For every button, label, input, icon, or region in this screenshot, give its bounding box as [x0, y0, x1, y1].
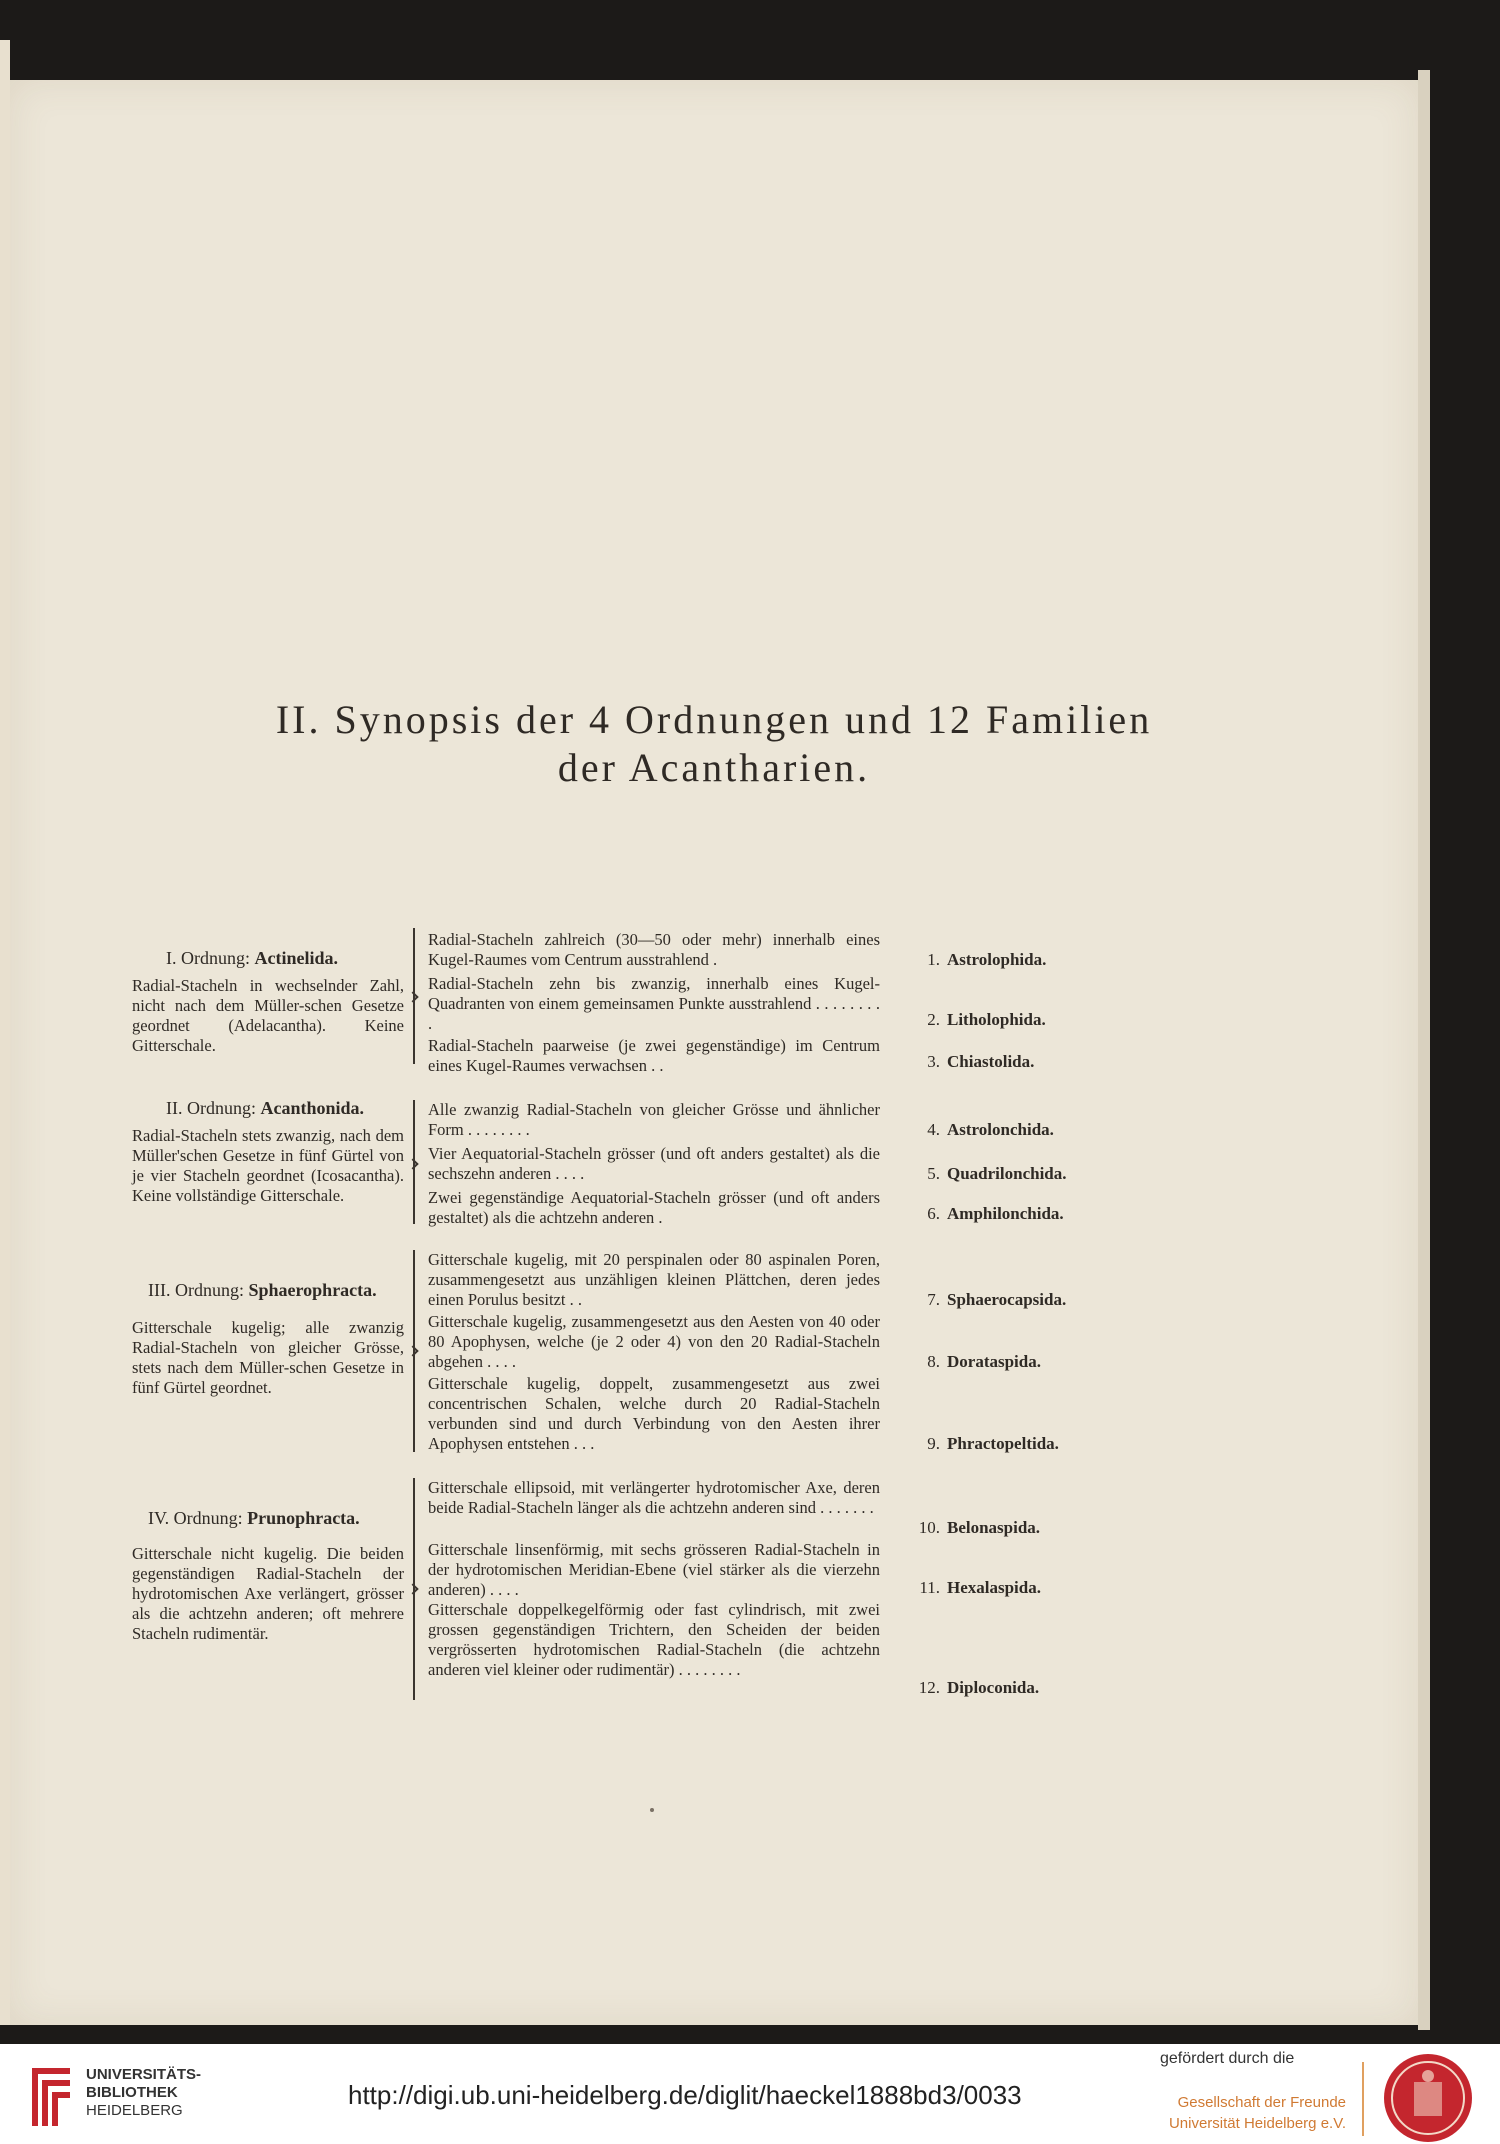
family-number: 3. [927, 1052, 940, 1071]
family-name: Sphaerocapsida. [947, 1290, 1067, 1309]
order-description: Gitterschale kugelig; alle zwanzig Radial-Stacheln von gleicher Grösse, stets nach dem Müller-schen Gesetze in fünf Gürtel geordnet. [132, 1318, 404, 1397]
order-heading [166, 1098, 364, 1119]
university-seal-icon [1382, 2052, 1474, 2144]
logo-line: BIBLIOTHEK [86, 2084, 178, 2101]
university-library-logo-icon [28, 2062, 74, 2132]
brace [413, 1250, 425, 1452]
university-library-name [86, 2066, 201, 2120]
sponsor-name [1150, 2092, 1346, 2134]
brace [413, 1100, 425, 1224]
left-page-edge [0, 40, 10, 2025]
family-number: 10. [918, 1518, 940, 1537]
family-number: 11. [919, 1578, 940, 1597]
family-description: Gitterschale kugelig, zusammengesetzt aus den Aesten von 40 oder 80 Apophysen, welche (je 2 oder 4) von den 20 Radial-Stacheln abgehen . . . . [428, 1312, 880, 1371]
family-description: Gitterschale kugelig, doppelt, zusammengesetzt aus zwei concentrischen Schalen, welche durch 20 Radial-Stacheln verbunden sind und durch Verbindung von den Aesten ihrer Apophysen entstehen . . . [428, 1374, 880, 1453]
order-name: Sphaerophracta. [248, 1280, 377, 1300]
family-description: Alle zwanzig Radial-Stacheln von gleicher Grösse und ähnlicher Form . . . . . . . . [428, 1100, 880, 1139]
family-number: 2. [927, 1010, 940, 1029]
family-description: Vier Aequatorial-Stacheln grösser (und oft anders gestaltet) als die sechszehn anderen . . . . [428, 1144, 880, 1183]
sponsor-label: gefördert durch die [1160, 2050, 1295, 2067]
family-name: Amphilonchida. [947, 1204, 1064, 1223]
family-name: Litholophida. [947, 1010, 1046, 1029]
family-description: Radial-Stacheln zehn bis zwanzig, innerhalb eines Kugel-Quadranten von einem gemeinsamen Punkte ausstrahlend . . . . . . . . . [428, 974, 880, 1033]
family-name: Chiastolida. [947, 1052, 1035, 1071]
family-number: 4. [927, 1120, 940, 1139]
family-description: Zwei gegenständige Aequatorial-Stacheln grösser (und oft anders gestaltet) als die achtzehn anderen . [428, 1188, 880, 1227]
brace [413, 928, 425, 1064]
order-description: Radial-Stacheln in wechselnder Zahl, nicht nach dem Müller-schen Gesetze geordnet (Adelacantha). Keine Gitterschale. [132, 976, 404, 1055]
family-number: 12. [918, 1678, 940, 1697]
family-description: Gitterschale doppelkegelförmig oder fast cylindrisch, mit zwei grossen gegenständigen Trichtern, den Scheiden der beiden vergrösserten hydrotomischen Radial-Stacheln (die achtzehn anderen viel kleiner oder rudimentär) . . . . . . . . [428, 1600, 880, 1679]
order-heading [148, 1280, 377, 1301]
order-heading [166, 948, 338, 969]
family-number: 7. [927, 1290, 940, 1309]
order-prefix: IV. Ordnung: [148, 1508, 243, 1528]
order-description: Gitterschale nicht kugelig. Die beiden gegenständigen Radial-Stacheln der hydrotomischen Axe verlängert, grösser als die achtzehn anderen; oft mehrere Stacheln rudimentär. [132, 1544, 404, 1643]
family-number: 9. [927, 1434, 940, 1453]
order-prefix: II. Ordnung: [166, 1098, 256, 1118]
right-page-edge [1418, 70, 1430, 2030]
page-title-line1: II. Synopsis der 4 Ordnungen und 12 Familien [275, 697, 1153, 742]
family-number: 6. [927, 1204, 940, 1223]
order-name: Actinelida. [254, 948, 338, 968]
family-description: Radial-Stacheln paarweise (je zwei gegenständige) im Centrum eines Kugel-Raumes verwachsen . . [428, 1036, 880, 1075]
book-page [10, 80, 1418, 2025]
page-title-line2: der Acantharien. [557, 745, 871, 790]
order-description: Radial-Stacheln stets zwanzig, nach dem Müller'schen Gesetze in fünf Gürtel von je vier Stacheln geordnet (Icosacantha). Keine vollständige Gitterschale. [132, 1126, 404, 1205]
family-number: 8. [927, 1352, 940, 1371]
family-name: Phractopeltida. [947, 1434, 1059, 1453]
family-number: 1. [927, 950, 940, 969]
family-name: Quadrilonchida. [947, 1164, 1067, 1183]
logo-line: UNIVERSITÄTS- [86, 2066, 202, 2083]
page-mark-dot [650, 1808, 654, 1812]
order-name: Prunophracta. [247, 1508, 360, 1528]
sponsor-line: Gesellschaft der Freunde [1177, 2094, 1346, 2111]
sponsor-line: Universität Heidelberg e.V. [1168, 2115, 1346, 2132]
family-name: Astrolonchida. [947, 1120, 1054, 1139]
order-prefix: I. Ordnung: [166, 948, 250, 968]
order-heading [148, 1508, 360, 1529]
order-prefix: III. Ordnung: [148, 1280, 244, 1300]
order-name: Acanthonida. [260, 1098, 365, 1118]
family-description: Radial-Stacheln zahlreich (30—50 oder mehr) innerhalb eines Kugel-Raumes vom Centrum ausstrahlend . [428, 930, 880, 969]
brace [413, 1478, 425, 1700]
family-name: Diploconida. [947, 1678, 1040, 1697]
family-description: Gitterschale linsenförmig, mit sechs grösseren Radial-Stacheln in der hydrotomischen Meridian-Ebene (viel stärker als die vierzehn anderen) . . . . [428, 1540, 880, 1599]
family-number: 5. [927, 1164, 940, 1183]
family-name: Hexalaspida. [947, 1578, 1041, 1597]
footer-divider [1362, 2062, 1364, 2136]
family-name: Astrolophida. [947, 950, 1047, 969]
footer-bar [0, 2044, 1500, 2144]
family-description: Gitterschale kugelig, mit 20 perspinalen oder 80 aspinalen Poren, zusammengesetzt aus unzähligen kleinen Plättchen, deren jedes einen Porulus besitzt . . [428, 1250, 880, 1309]
permalink-url[interactable]: http://digi.ub.uni-heidelberg.de/diglit/haeckel1888bd3/0033 [348, 2080, 1022, 2110]
logo-line: HEIDELBERG [86, 2102, 183, 2119]
family-name: Belonaspida. [947, 1518, 1041, 1537]
family-name: Dorataspida. [947, 1352, 1041, 1371]
family-description: Gitterschale ellipsoid, mit verlängerter hydrotomischer Axe, deren beide Radial-Stacheln länger als die achtzehn anderen sind . . . . . . . [428, 1478, 880, 1517]
